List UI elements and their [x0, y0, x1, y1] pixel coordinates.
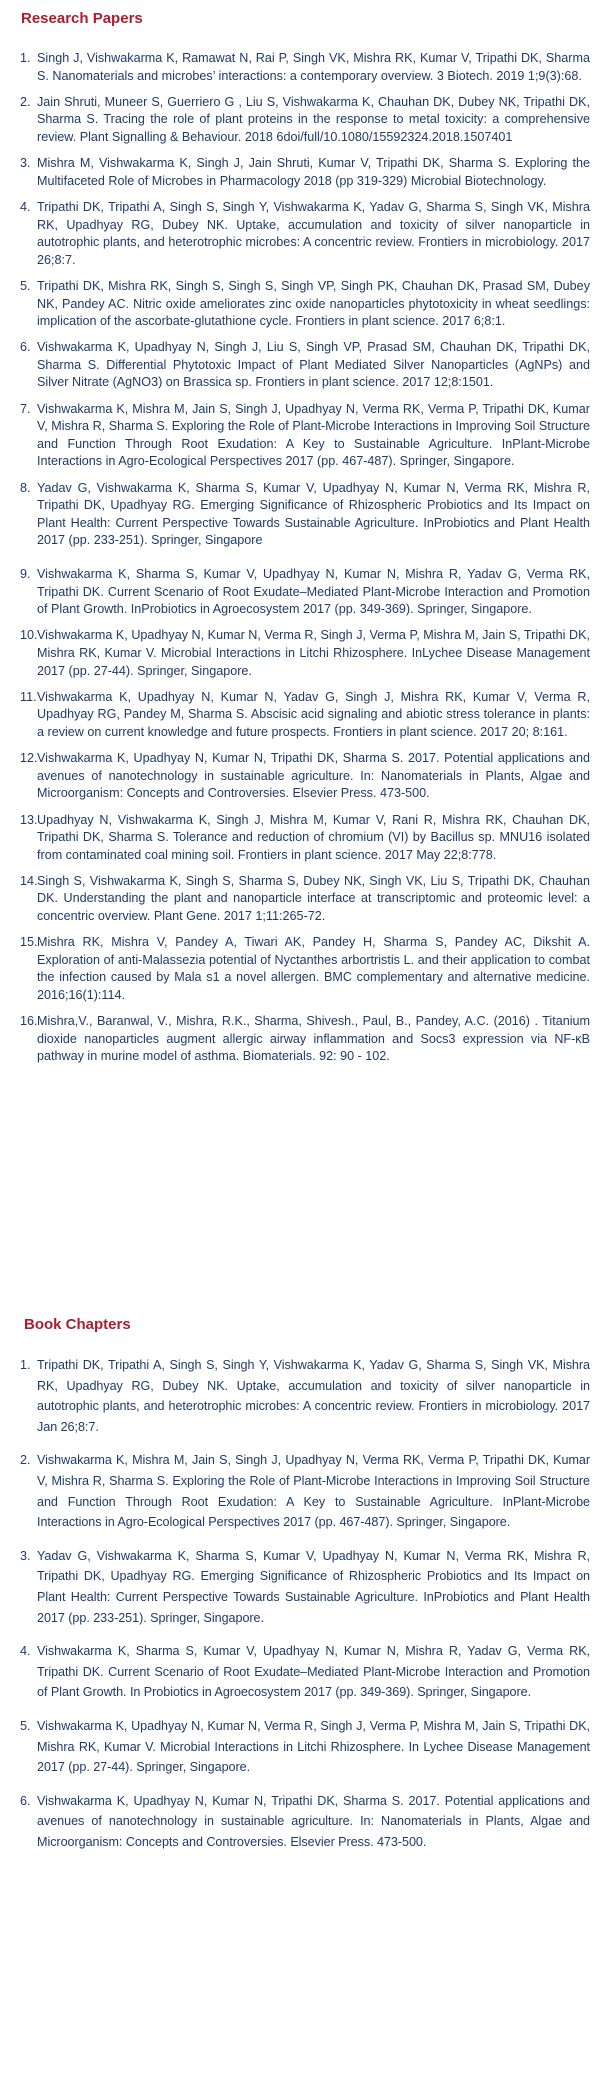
item-number: 7.	[20, 401, 31, 416]
citation-text: Vishwakarma K, Upadhyay N, Singh J, Liu S, Singh VP, Prasad SM, Chauhan DK, Tripathi DK, Sharma S. Differential Phytotoxic Impact of Plant Mediated Silver Nanoparticles (AgNPs) and Silver Nitrate (AgNO3) on Brassica sp. Frontiers in plant science. 2017 12;8:1501.	[37, 340, 590, 390]
item-number: 15.	[20, 935, 38, 950]
research-papers-heading: Research Papers	[21, 10, 143, 27]
research-paper-item	[0, 50, 590, 85]
citation-text: Tripathi DK, Tripathi A, Singh S, Singh Y, Vishwakarma K, Yadav G, Sharma S, Singh VK, Mishra RK, Upadhyay RG, Dubey NK. Uptake, accumulation and toxicity of silver nanoparticle in autotrophic plants, and heterotrophic microbes: A concentric review. Frontiers in microbiology. 2017 Jan 26;8:7.	[37, 1358, 590, 1434]
item-number: 11.	[20, 689, 37, 704]
item-number: 9.	[20, 567, 31, 581]
citation-text: Tripathi DK, Tripathi A, Singh S, Singh Y, Vishwakarma K, Yadav G, Sharma S, Singh VK, Mishra RK, Upadhyay RG, Dubey NK. Uptake, accumulation and toxicity of silver nanoparticle in autotrophic plants, and heterotrophic microbes: A concentric review. Frontiers in microbiology. 2017 26;8:7.	[37, 199, 590, 267]
research-paper-item	[0, 812, 590, 865]
item-number: 5.	[20, 1718, 31, 1733]
item-number: 6.	[20, 340, 31, 355]
research-paper-item	[0, 873, 590, 926]
research-paper-item	[0, 339, 590, 392]
book-chapter-item	[0, 1546, 590, 1628]
citation-text: Vishwakarma K, Upadhyay N, Kumar N, Verma R, Singh J, Verma P, Mishra M, Jain S, Tripathi DK, Mishra RK, Kumar V. Microbial Interactions in Litchi Rhizosphere. In Lychee Disease Management 2017 (pp. 27-44). Springer, Singapore.	[37, 1718, 590, 1775]
item-number: 5.	[20, 278, 31, 293]
research-papers-list	[0, 50, 590, 1075]
research-paper-item	[0, 199, 590, 269]
book-chapter-item	[0, 1355, 590, 1437]
research-paper-item	[0, 278, 590, 331]
research-paper-item	[0, 750, 590, 803]
citation-text: Jain Shruti, Muneer S, Guerriero G , Liu S, Vishwakarma K, Chauhan DK, Dubey NK, Tripathi DK, Sharma S. Tracing the role of plant proteins in the response to metal toxicity: a comprehensive review. Plant Signalling & Behaviour. 2018 6doi/full/10.1080/15592324.2018.1507401	[37, 94, 590, 144]
item-number: 2.	[20, 94, 31, 109]
citation-text: Singh S, Vishwakarma K, Singh S, Sharma S, Dubey NK, Singh VK, Liu S, Tripathi DK, Chauhan DK. Understanding the plant and nanoparticle interface at transcriptomic and proteomic level: a concentric overview. Plant Gene. 2017 1;11:265-72.	[37, 873, 590, 924]
citation-text: Vishwakarma K, Mishra M, Jain S, Singh J, Upadhyay N, Verma RK, Verma P, Tripathi DK, Kumar V, Mishra R, Sharma S. Exploring the Role of Plant-Microbe Interactions in Improving Soil Structure and Function Through Root Exudation: A Key to Sustainable Agriculture. InPlant-Microbe Interactions in Agro-Ecological Perspectives 2017 (pp. 467-487). Springer, Singapore.	[37, 1453, 590, 1530]
citation-text: Upadhyay N, Vishwakarma K, Singh J, Mishra M, Kumar V, Rani R, Mishra RK, Chauhan DK, Tripathi DK, Sharma S. Tolerance and reduction of chromium (VI) by Bacillus sp. MNU16 isolated from contaminated coal mining soil. Frontiers in plant science. 2017 May 22;8:778.	[37, 812, 590, 862]
research-paper-item	[0, 155, 590, 190]
citation-text: Vishwakarma K, Sharma S, Kumar V, Upadhyay N, Kumar N, Mishra R, Yadav G, Verma RK, Tripathi DK. Current Scenario of Root Exudate–Mediated Plant-Microbe Interaction and Promotion of Plant Growth. InProbiotics in Agroecosystem 2017 (pp. 349-369). Springer, Singapore.	[37, 567, 590, 617]
item-number: 4.	[20, 1644, 31, 1659]
item-number: 10.	[20, 628, 38, 643]
book-chapters-heading: Book Chapters	[24, 1316, 131, 1333]
book-chapter-item	[0, 1641, 590, 1703]
citation-text: Yadav G, Vishwakarma K, Sharma S, Kumar V, Upadhyay N, Kumar N, Verma RK, Mishra R, Tripathi DK, Upadhyay RG. Emerging Significance of Rhizospheric Probiotics and Its Impact on Plant Health: Current Perspective Towards Sustainable Agriculture. InProbiotics and Plant Health 2017 (pp. 233-251). Springer, Singapore.	[37, 1548, 590, 1625]
item-number: 13.	[20, 812, 38, 827]
research-paper-item	[0, 94, 590, 147]
item-number: 12.	[20, 751, 38, 766]
citation-text: Vishwakarma K, Upadhyay N, Kumar N, Verma R, Singh J, Verma P, Mishra M, Jain S, Tripathi DK, Mishra RK, Kumar V. Microbial Interactions in Litchi Rhizosphere. InLychee Disease Management 2017 (pp. 27-44). Springer, Singapore.	[37, 628, 590, 678]
research-paper-item	[0, 401, 590, 471]
citation-text: Tripathi DK, Mishra RK, Singh S, Singh S, Singh VP, Singh PK, Chauhan DK, Prasad SM, Dubey NK, Pandey AC. Nitric oxide ameliorates zinc oxide nanoparticles phytotoxicity in wheat seedlings: implication of the ascorbate-glutathione cycle. Frontiers in plant science. 2017 6;8:1.	[37, 278, 590, 329]
item-number: 2.	[20, 1453, 31, 1468]
research-paper-item	[0, 934, 590, 1004]
citation-text: Singh J, Vishwakarma K, Ramawat N, Rai P, Singh VK, Mishra RK, Kumar V, Tripathi DK, Sharma S. Nanomaterials and microbes’ interactions: a contemporary overview. 3 Biotech. 2019 1;9(3):68.	[37, 51, 590, 83]
item-number: 1.	[20, 51, 31, 65]
citation-text: Vishwakarma K, Upadhyay N, Kumar N, Tripathi DK, Sharma S. 2017. Potential applications and avenues of nanotechnology in sustainable agriculture. In: Nanomaterials in Plants, Algae and Microorganism: Concepts and Controversies. Elsevier Press. 473-500.	[37, 1793, 590, 1849]
citation-text: Mishra M, Vishwakarma K, Singh J, Jain Shruti, Kumar V, Tripathi DK, Sharma S. Exploring the Multifaceted Role of Microbes in Pharmacology 2018 (pp 319-329) Microbial Biotechnology.	[37, 156, 590, 188]
item-number: 1.	[20, 1358, 31, 1372]
citation-text: Mishra,V., Baranwal, V., Mishra, R.K., Sharma, Shivesh., Paul, B., Pandey, A.C. (2016) . Titanium dioxide nanoparticles augment allergic airway inflammation and Socs3 expression via NF-κB pathway in murine model of asthma. Biomaterials. 92: 90 - 102.	[37, 1014, 590, 1064]
item-number: 3.	[20, 156, 31, 171]
research-paper-item	[0, 566, 590, 619]
citation-text: Vishwakarma K, Upadhyay N, Kumar N, Tripathi DK, Sharma S. 2017. Potential applications and avenues of nanotechnology in sustainable agriculture. In: Nanomaterials in Plants, Algae and Microorganism: Concepts and Controversies. Elsevier Press. 473-500.	[37, 751, 590, 801]
citation-text: Vishwakarma K, Mishra M, Jain S, Singh J, Upadhyay N, Verma RK, Verma P, Tripathi DK, Kumar V, Mishra R, Sharma S. Exploring the Role of Plant-Microbe Interactions in Improving Soil Structure and Function Through Root Exudation: A Key to Sustainable Agriculture. InPlant-Microbe Interactions in Agro-Ecological Perspectives 2017 (pp. 467-487). Springer, Singapore.	[37, 401, 590, 469]
citation-text: Yadav G, Vishwakarma K, Sharma S, Kumar V, Upadhyay N, Kumar N, Verma RK, Mishra R, Tripathi DK, Upadhyay RG. Emerging Significance of Rhizospheric Probiotics and Its Impact on Plant Health: Current Perspective Towards Sustainable Agriculture. InProbiotics and Plant Health 2017 (pp. 233-251). Springer, Singapore	[37, 480, 590, 548]
item-number: 14.	[20, 873, 38, 888]
book-chapter-item	[0, 1716, 590, 1778]
book-chapters-list	[0, 1355, 590, 1865]
item-number: 3.	[20, 1548, 31, 1563]
research-paper-item	[0, 480, 590, 550]
book-chapter-item	[0, 1791, 590, 1853]
citation-text: Vishwakarma K, Upadhyay N, Kumar N, Yadav G, Singh J, Mishra RK, Kumar V, Verma R, Upadhyay RG, Pandey M, Sharma S. Abscisic acid signaling and abiotic stress tolerance in plants: a review on current knowledge and future prospects. Frontiers in plant science. 2017 20; 8:161.	[37, 689, 590, 739]
research-paper-item	[0, 689, 590, 742]
book-chapter-item	[0, 1450, 590, 1532]
item-number: 8.	[20, 480, 31, 495]
research-paper-item	[0, 627, 590, 680]
citation-text: Mishra RK, Mishra V, Pandey A, Tiwari AK, Pandey H, Sharma S, Pandey AC, Dikshit A. Exploration of anti-Malassezia potential of Nyctanthes arbortristis L. and their application to combat the infection caused by Mala s1 a novel allergen. BMC complementary and alternative medicine. 2016;16(1):114.	[37, 935, 590, 1003]
item-number: 4.	[20, 199, 31, 214]
research-paper-item	[0, 1013, 590, 1066]
item-number: 16.	[20, 1014, 38, 1029]
item-number: 6.	[20, 1793, 31, 1808]
citation-text: Vishwakarma K, Sharma S, Kumar V, Upadhyay N, Kumar N, Mishra R, Yadav G, Verma RK, Tripathi DK. Current Scenario of Root Exudate–Mediated Plant-Microbe Interaction and Promotion of Plant Growth. In Probiotics in Agroecosystem 2017 (pp. 349-369). Springer, Singapore.	[37, 1644, 590, 1700]
